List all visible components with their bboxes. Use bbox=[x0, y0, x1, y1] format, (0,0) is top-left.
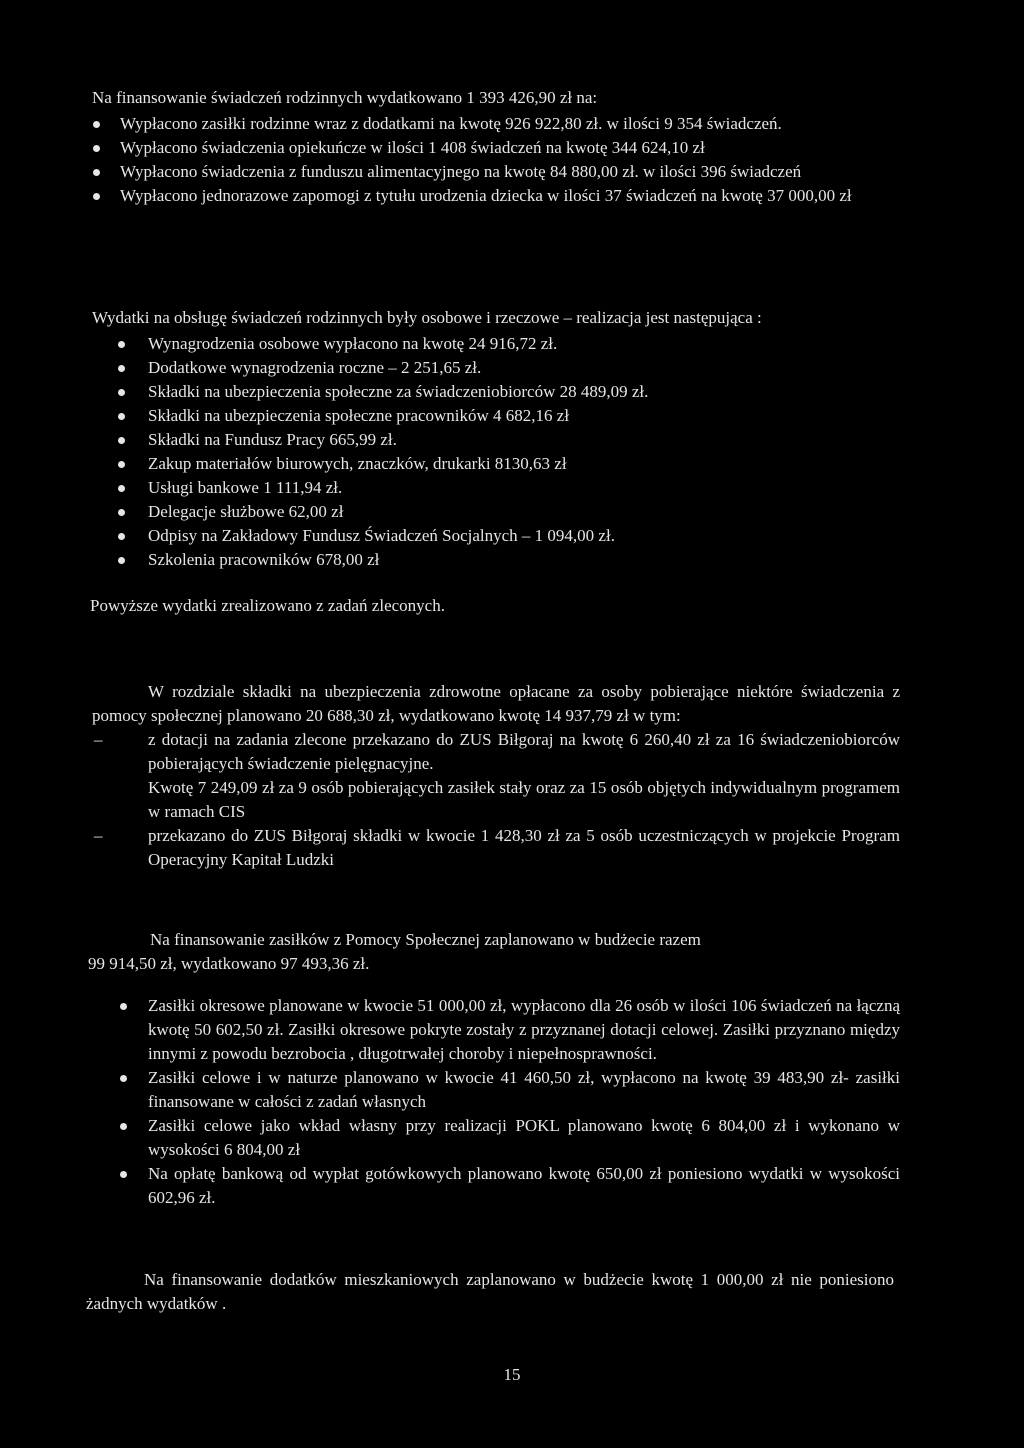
bullet-icon bbox=[118, 533, 125, 540]
dash-list bbox=[94, 728, 900, 872]
section-social-assistance bbox=[88, 928, 900, 1210]
section-intro: Na finansowanie świadczeń rodzinnych wydatkowano 1 393 426,90 zł na: bbox=[92, 88, 598, 107]
section-outro: Powyższe wydatki zrealizowano z zadań zleconych. bbox=[90, 596, 445, 615]
section-intro-line-1: Na finansowanie zasiłków z Pomocy Społecznej zaplanowano w budżecie razem bbox=[150, 930, 701, 949]
section-text: Na finansowanie dodatków mieszkaniowych zaplanowano w budżecie kwotę 1 000,00 zł nie poniesiono żadnych wydatków . bbox=[86, 1270, 894, 1313]
list-item: – przekazano do ZUS Biłgoraj składki w kwocie 1 428,30 zł za 5 osób uczestniczących w projekcie Program Operacyjny Kapitał Ludzki bbox=[94, 826, 900, 869]
section-service-costs bbox=[92, 306, 832, 618]
list-item: Wypłacono świadczenia z funduszu alimentacyjnego na kwotę 84 880,00 zł. w ilości 396 świadczeń bbox=[120, 160, 904, 184]
bullet-icon bbox=[120, 1123, 127, 1130]
section-intro: Wydatki na obsługę świadczeń rodzinnych były osobowe i rzeczowe – realizacja jest następująca : bbox=[92, 308, 762, 327]
bullet-icon bbox=[93, 169, 100, 176]
bullet-icon bbox=[118, 389, 125, 396]
list-item: Usługi bankowe 1 111,94 zł. bbox=[148, 476, 832, 500]
bullet-icon bbox=[118, 365, 125, 372]
list-item: Delegacje służbowe 62,00 zł bbox=[148, 500, 832, 524]
bullet-icon bbox=[118, 413, 125, 420]
bullet-icon bbox=[120, 1075, 127, 1082]
page-number: 15 bbox=[503, 1365, 521, 1384]
section-housing-allowances bbox=[86, 1268, 894, 1316]
list-item: Składki na ubezpieczenia społeczne za świadczeniobiorców 28 489,09 zł. bbox=[148, 380, 832, 404]
list-item-continuation: Kwotę 7 249,09 zł za 9 osób pobierających zasiłek stały oraz za 15 osób objętych indywidualnym programem w ramach CIS bbox=[148, 778, 900, 821]
bullet-icon bbox=[93, 145, 100, 152]
list-item: Składki na Fundusz Pracy 665,99 zł. bbox=[148, 428, 832, 452]
list-item: Zasiłki okresowe planowane w kwocie 51 000,00 zł, wypłacono dla 26 osób w ilości 106 świadczeń na łączną kwotę 50 602,50 zł. Zasiłki okresowe pokryte zostały z przyznanej dotacji celowej. Zasiłki przyznano między innymi z powodu bezrobocia , długotrwałej choroby i niepełnosprawności. bbox=[148, 994, 900, 1066]
bullet-icon bbox=[118, 461, 125, 468]
bullet-icon bbox=[118, 509, 125, 516]
list-item: Odpisy na Zakładowy Fundusz Świadczeń Socjalnych – 1 094,00 zł. bbox=[148, 524, 832, 548]
section-health-insurance bbox=[92, 680, 900, 872]
bullet-icon bbox=[93, 193, 100, 200]
list-item: Na opłatę bankową od wypłat gotówkowych planowano kwotę 650,00 zł poniesiono wydatki w wysokości 602,96 zł. bbox=[148, 1162, 900, 1210]
bullet-icon bbox=[120, 1003, 127, 1010]
dash-marker: – bbox=[94, 826, 103, 845]
bullet-icon bbox=[118, 437, 125, 444]
list-item: Wypłacono jednorazowe zapomogi z tytułu urodzenia dziecka w ilości 37 świadczeń na kwotę 37 000,00 zł bbox=[120, 184, 904, 208]
bullet-list bbox=[120, 112, 904, 208]
bullet-icon bbox=[118, 485, 125, 492]
bullet-icon bbox=[118, 341, 125, 348]
list-item: – z dotacji na zadania zlecone przekazano do ZUS Biłgoraj na kwotę 6 260,40 zł za 16 świadczeniobiorców pobierających świadczenie pielęgnacyjne. Kwotę 7 249,09 zł za 9 osób pobierających zasiłek stały oraz za 15 osób objętych indywidualnym programem w ramach CIS bbox=[148, 728, 900, 824]
list-item: Szkolenia pracowników 678,00 zł bbox=[148, 548, 832, 572]
list-item: Zasiłki celowe i w naturze planowano w kwocie 41 460,50 zł, wypłacono na kwotę 39 483,90 zł- zasiłki finansowane w całości z zadań własnych bbox=[148, 1066, 900, 1114]
bullet-list bbox=[148, 994, 900, 1210]
section-family-benefits bbox=[92, 86, 904, 208]
bullet-icon bbox=[120, 1171, 127, 1178]
bullet-list bbox=[148, 332, 832, 572]
section-intro-line-2: 99 914,50 zł, wydatkowano 97 493,36 zł. bbox=[88, 954, 370, 973]
list-item: Zasiłki celowe jako wkład własny przy realizacji POKL planowano kwotę 6 804,00 zł i wykonano w wysokości 6 804,00 zł bbox=[148, 1114, 900, 1162]
list-item: Wypłacono zasiłki rodzinne wraz z dodatkami na kwotę 926 922,80 zł. w ilości 9 354 świadczeń. bbox=[120, 112, 904, 136]
dash-marker: – bbox=[94, 730, 103, 749]
section-intro: W rozdziale składki na ubezpieczenia zdrowotne opłacane za osoby pobierające niektóre świadczenia z pomocy społecznej planowano 20 688,30 zł, wydatkowano kwotę 14 937,79 zł w tym: bbox=[92, 682, 900, 725]
list-item: Zakup materiałów biurowych, znaczków, drukarki 8130,63 zł bbox=[148, 452, 832, 476]
list-item: Wypłacono świadczenia opiekuńcze w ilości 1 408 świadczeń na kwotę 344 624,10 zł bbox=[120, 136, 904, 160]
list-item: Wynagrodzenia osobowe wypłacono na kwotę 24 916,72 zł. bbox=[148, 332, 832, 356]
bullet-icon bbox=[118, 557, 125, 564]
list-item: Składki na ubezpieczenia społeczne pracowników 4 682,16 zł bbox=[148, 404, 832, 428]
bullet-icon bbox=[93, 121, 100, 128]
list-item: Dodatkowe wynagrodzenia roczne – 2 251,65 zł. bbox=[148, 356, 832, 380]
